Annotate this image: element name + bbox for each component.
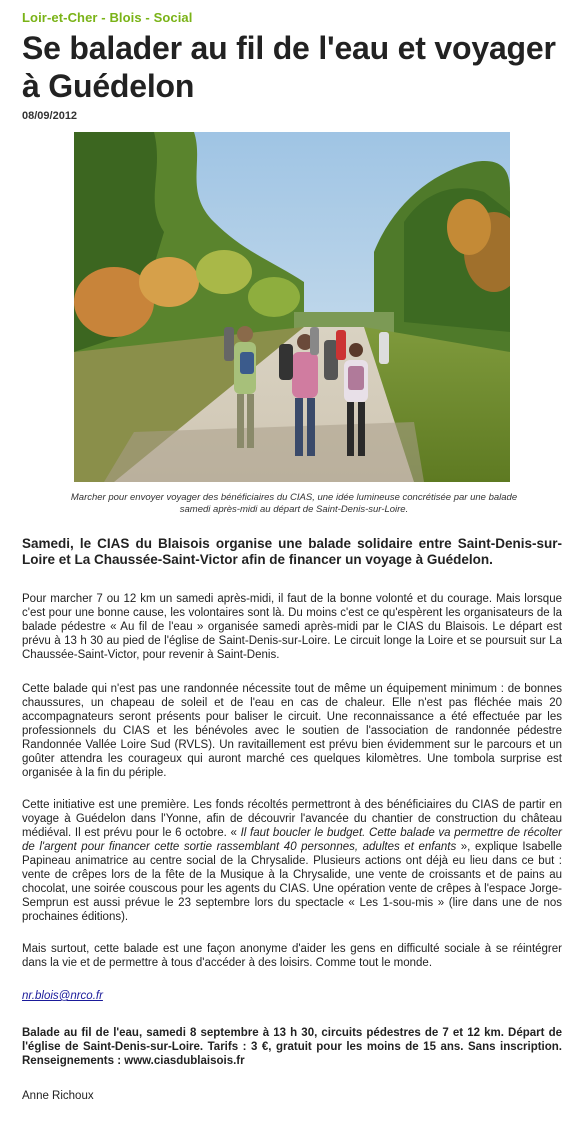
paragraph-4: Mais surtout, cette balade est une façon anonyme d'aider les gens en difficulté sociale à se réintégrer dans la vie et de permettre à tous d'accéder à des loisirs. Comme tout le monde. [22,943,562,969]
paragraph-1: Pour marcher 7 ou 12 km un samedi après-midi, il faut de la bonne volonté et du courage. Mais lorsque c'est pour une bonne cause, les volontaires sont là. Du moins c'est ce qu'espèrent les organisateurs de la balade pédestre « Au fil de l'eau » organisée samedi après-midi par le CIAS du Blaisois. Le départ est prévu à 13 h 30 au pied de l'église de Saint-Denis-sur-Loire. Le circuit longe la Loire et se poursuit sur La Chaussée-Saint-Victor, pour revenir à Saint-Denis. [22,593,562,661]
paragraph-3 [22,798,562,924]
contact-email-link[interactable]: nr.blois@nrco.fr [22,990,103,1002]
paragraph-3-quote: Il faut boucler le budget. Cette balade va permettre de récolter de l'argent pour financer cette sortie rassemblant 40 personnes, adultes et enfants [22,827,562,853]
practical-info: Balade au fil de l'eau, samedi 8 septembre à 13 h 30, circuits pédestres de 7 et 12 km. Départ de l'église de Saint-Denis-sur-Loire. Tarifs : 3 €, gratuit pour les moins de 15 ans. Sans inscription. Renseignements : www.ciasdublaisois.fr [22,1027,562,1067]
caption-line-1: Marcher pour envoyer voyager des bénéficiaires du CIAS, une idée lumineuse concrétisée par une balade [70,492,518,503]
article-headline: Se balader au fil de l'eau et voyager à Guédelon [22,30,556,104]
photo-walkers-on-path-icon [74,132,510,482]
article-photo [74,132,510,482]
paragraph-3-intro: Cette initiative est une première. Les fonds récoltés permettront à des bénéficiaires du CIAS de partir en voyage à Guédelon dans l'Yonne, afin de découvrir l'avancée du chantier de construction du château médiéval. Il est prévu pour le 6 octobre. « [22,799,562,839]
publication-date: 08/09/2012 [22,110,78,122]
paragraph-2: Cette balade qui n'est pas une randonnée nécessite tout de même un équipement minimum : de bonnes chaussures, un chapeau de soleil et de l'eau en cas de chaleur. Elle n'est pas fléchée mais 20 accompagnateurs seront présents pour baliser le circuit. Une reconnaissance a été effectuée par les professionnels du CIAS et les bénévoles avec le soutien de l'association de randonnée pédestre Randonnée Vallée Loire Sud (RVLS). Un ravitaillement est prévu bien évidemment sur le parcours et un goûter attendra les courageux qui auront marché ces quelques kilomètres. Une tombola surprise est organisée à la fin du périple. [22,683,562,779]
section-breadcrumb[interactable]: Loir-et-Cher - Blois - Social [22,10,193,25]
photo-caption [34,492,554,516]
paragraph-3-rest: », explique Isabelle Papineau animatrice au centre social de la Chrysalide. Plusieurs actions ont déjà eu lieu dans ce but : vente de crêpes lors de la fête de la Musique à la Chrysalide, une vente de croissants et de pains au chocolat, une soirée couscous pour les agents du CIAS. Une opération vente de crêpes à l'espace Jorge-Semprun est aussi prévue le 23 septembre lors du spectacle « Les 1-sou-mis » (lire dans une de nos prochaines éditions). [22,841,562,923]
caption-line-2: samedi après-midi au départ de Saint-Denis-sur-Loire. [179,504,409,515]
article-author: Anne Richoux [22,1090,94,1102]
article-lead: Samedi, le CIAS du Blaisois organise une balade solidaire entre Saint-Denis-sur-Loire et La Chaussée-Saint-Victor afin de financer un voyage à Guédelon. [22,536,562,567]
